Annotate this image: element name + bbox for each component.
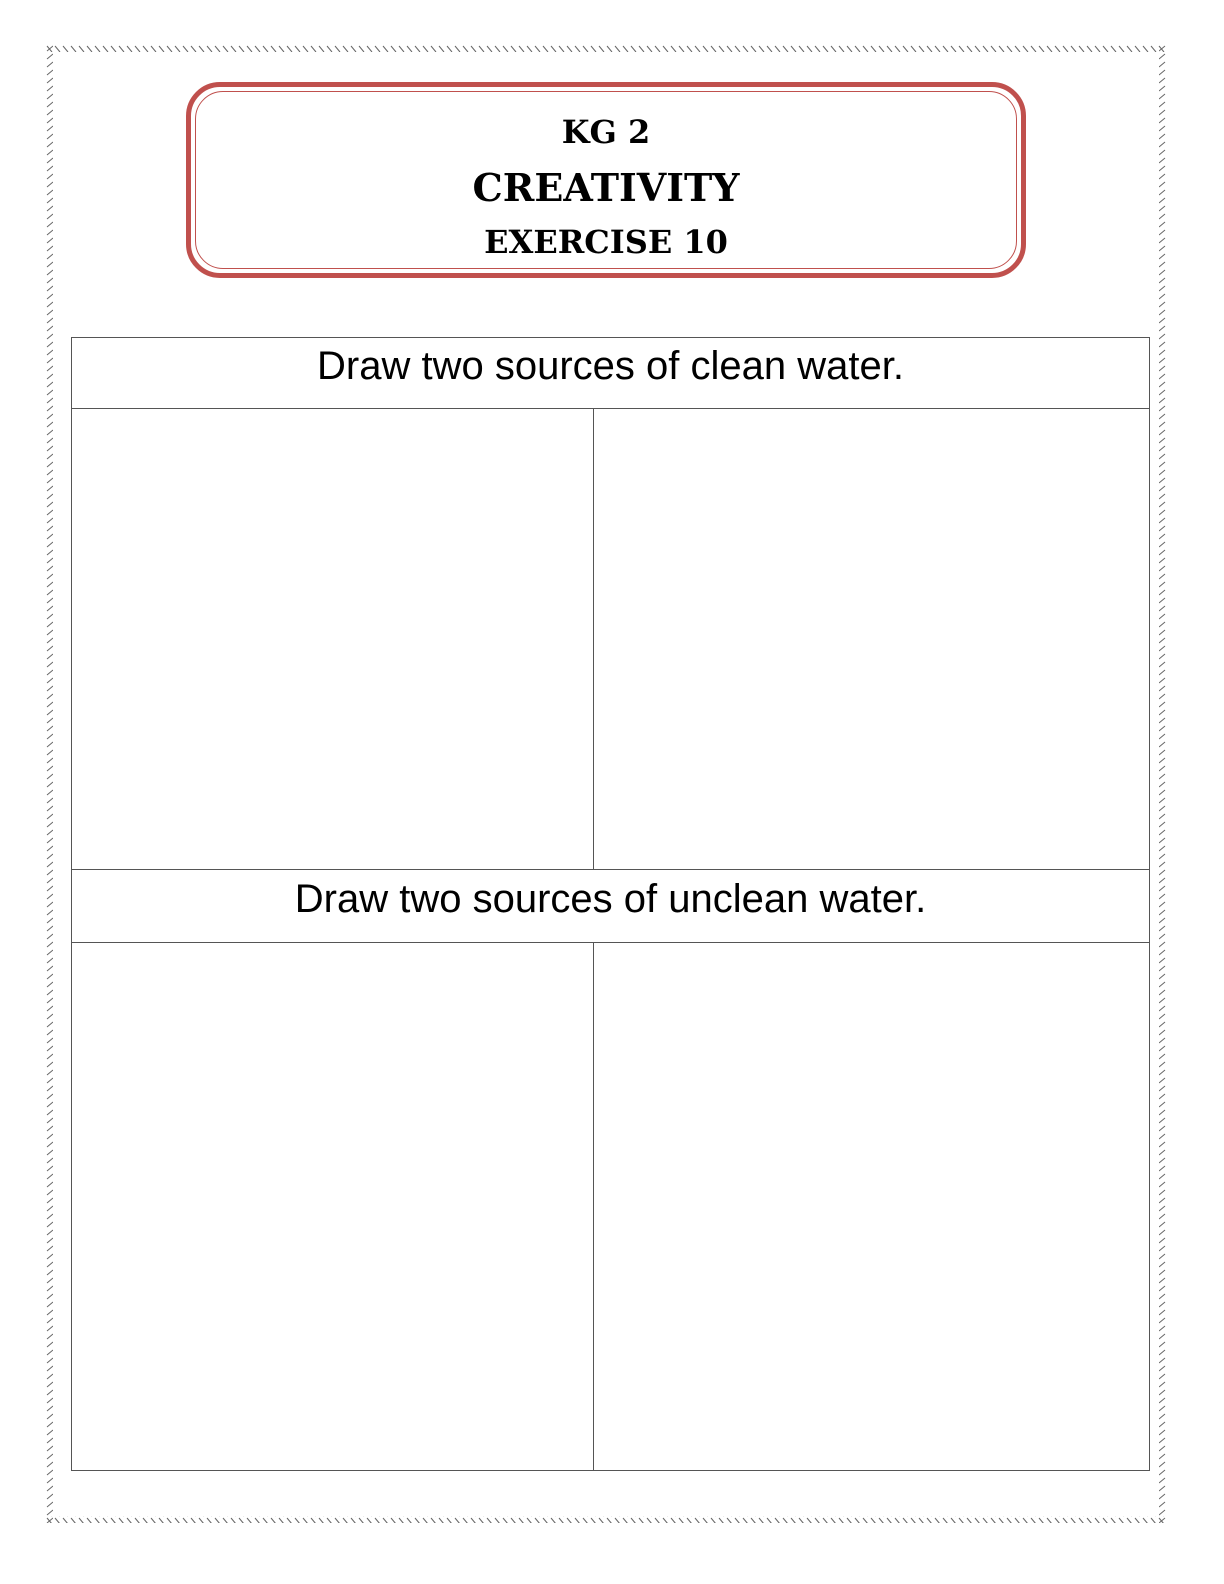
unclean-water-drawing-area-2[interactable] (595, 943, 1149, 1470)
worksheet-table (71, 337, 1150, 1471)
clean-water-drawing-area-1[interactable] (72, 409, 593, 869)
subject-title: CREATIVITY (472, 165, 740, 210)
exercise-label: EXERCISE 10 (484, 223, 728, 261)
unclean-water-prompt: Draw two sources of unclean water. (294, 877, 927, 921)
divider-line (593, 943, 594, 1470)
unclean-water-drawing-area-1[interactable] (72, 943, 593, 1470)
clean-water-drawing-area-2[interactable] (595, 409, 1149, 869)
title-box (186, 82, 1026, 278)
divider-line (72, 869, 1149, 870)
divider-line (593, 409, 594, 869)
grade-label: KG 2 (561, 113, 651, 151)
clean-water-prompt: Draw two sources of clean water. (317, 344, 904, 388)
